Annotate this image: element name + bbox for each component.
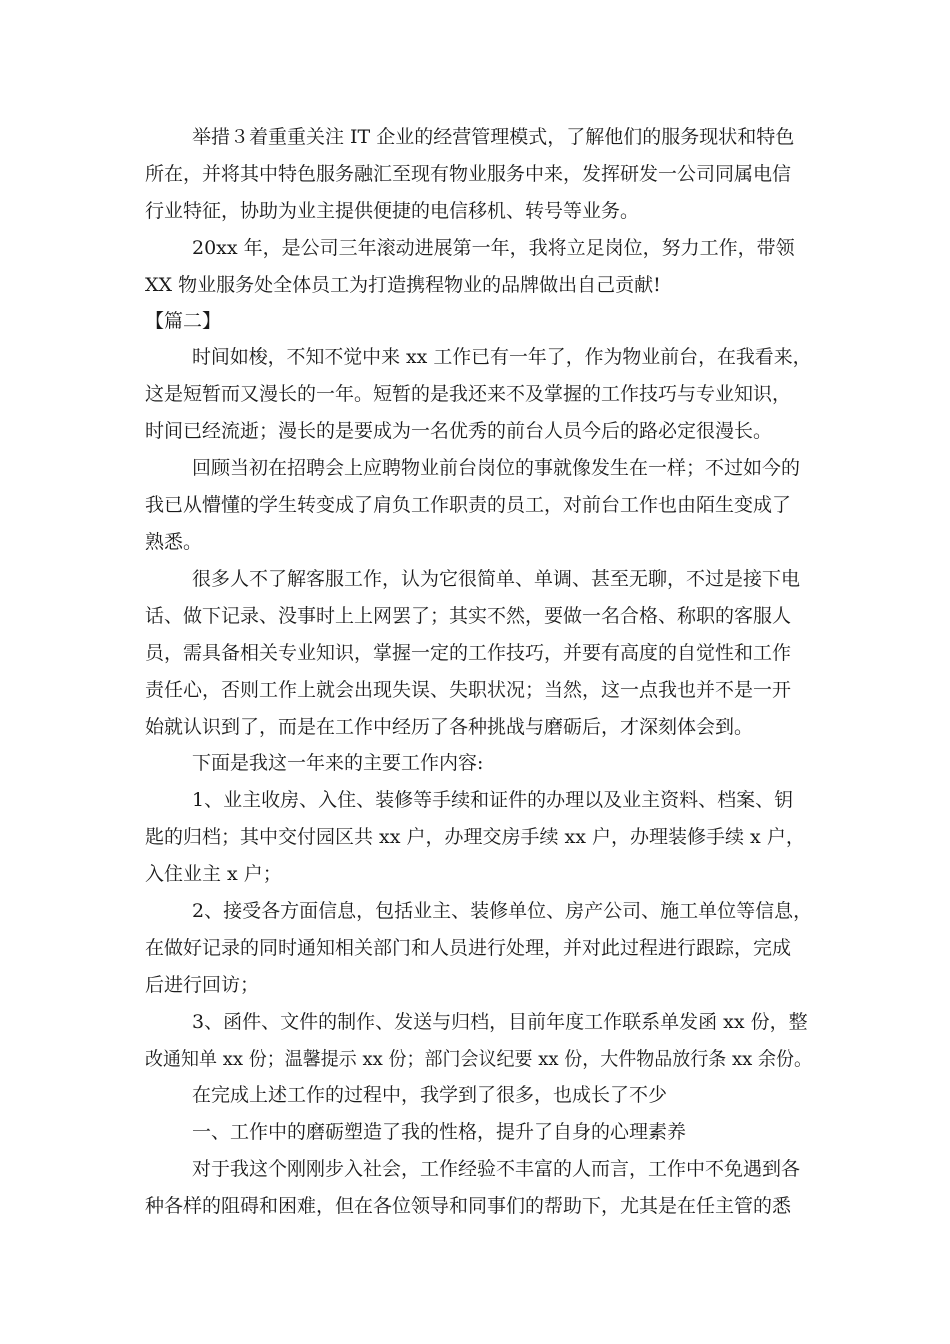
list-item-line: 入住业主 x 户；	[145, 863, 282, 885]
text-line: 这是短暂而又漫长的一年。短暂的是我还来不及掌握的工作技巧与专业知识，	[145, 383, 792, 405]
list-item-line: 3、函件、文件的制作、发送与归档，目前年度工作联系单发函 xx 份，整	[192, 1011, 808, 1033]
list-item-line: 1、业主收房、入住、装修等手续和证件的办理以及业主资料、档案、钥	[192, 789, 794, 811]
text-line: 种各样的阻碍和困难，但在各位领导和同事们的帮助下，尤其是在任主管的悉	[145, 1195, 792, 1217]
list-item-line: 在做好记录的同时通知相关部门和人员进行处理，并对此过程进行跟踪，完成	[145, 937, 792, 959]
text-line: 时间已经流逝；漫长的是要成为一名优秀的前台人员今后的路必定很漫长。	[145, 420, 773, 442]
text-line: 始就认识到了，而是在工作中经历了各种挑战与磨砺后，才深刻体会到。	[145, 716, 754, 738]
list-item-line: 匙的归档；其中交付园区共 xx 户，办理交房手续 xx 户，办理装修手续 x 户，	[145, 826, 805, 848]
text-line: 话、做下记录、没事时上上网罢了；其实不然，要做一名合格、称职的客服人	[145, 605, 792, 627]
text-line: 行业特征，协助为业主提供便捷的电信移机、转号等业务。	[145, 200, 640, 222]
text-line: 熟悉。	[145, 531, 203, 553]
text-line: 我已从懵懂的学生转变成了肩负工作职责的员工，对前台工作也由陌生变成了	[145, 494, 792, 516]
text-line: 回顾当初在招聘会上应聘物业前台岗位的事就像发生在一样；不过如今的	[192, 457, 801, 479]
text-line: 下面是我这一年来的主要工作内容:	[192, 752, 484, 774]
text-line: 在完成上述工作的过程中，我学到了很多，也成长了不少	[192, 1084, 668, 1106]
text-line: 20xx 年，是公司三年滚动进展第一年，我将立足岗位，努力工作，带领	[192, 237, 795, 259]
list-item-line: 后进行回访；	[145, 974, 260, 996]
text-line: 很多人不了解客服工作，认为它很简单、单调、甚至无聊，不过是接下电	[192, 568, 801, 590]
text-line: 时间如梭，不知不觉中来 xx 工作已有一年了，作为物业前台，在我看来，	[192, 346, 812, 368]
subheading-line: 一、工作中的磨砺塑造了我的性格，提升了自身的心理素养	[192, 1121, 687, 1143]
text-line: 所在，并将其中特色服务融汇至现有物业服务中来，发挥研发一公司同属电信	[145, 163, 792, 185]
list-item-line: 改通知单 xx 份；温馨提示 xx 份；部门会议纪要 xx 份，大件物品放行条 xx 余份。	[145, 1048, 813, 1070]
text-line: 责任心，否则工作上就会出现失误、失职状况；当然，这一点我也并不是一开	[145, 679, 792, 701]
text-line: 举措３着重重关注 IT 企业的经营管理模式，了解他们的服务现状和特色	[192, 126, 795, 148]
list-item-line: 2、接受各方面信息，包括业主、装修单位、房产公司、施工单位等信息，	[192, 900, 813, 922]
text-line: XX 物业服务处全体员工为打造携程物业的品牌做出自己贡献!	[145, 274, 661, 296]
text-line: 对于我这个刚刚步入社会，工作经验不丰富的人而言，工作中不免遇到各	[192, 1158, 801, 1180]
section-heading: 【篇二】	[145, 310, 222, 332]
text-line: 员，需具备相关专业知识，掌握一定的工作技巧，并要有高度的自觉性和工作	[145, 642, 792, 664]
